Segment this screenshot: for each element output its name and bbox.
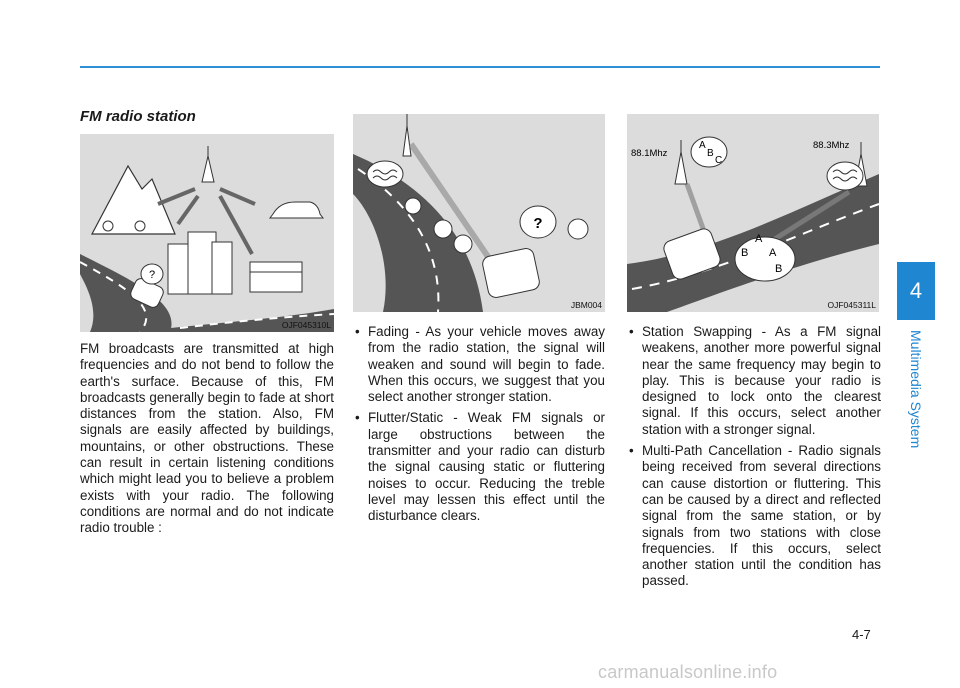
car-letter-a: A <box>755 233 763 245</box>
figure-fm-obstructions <box>80 134 334 332</box>
car-letter-b-2: B <box>775 263 783 275</box>
station-swapping-illustration <box>627 114 879 312</box>
ab-bubble <box>735 237 795 281</box>
distant-car-icon <box>270 202 323 218</box>
figure-code: OJF045310L <box>281 320 331 330</box>
page-number: 4-7 <box>852 627 871 642</box>
fig2-question-mark: ? <box>533 215 543 232</box>
figure-code: OJF045311L <box>827 300 876 310</box>
fm-obstructions-illustration <box>80 134 334 332</box>
list-item: • Station Swapping - As a FM signal weakens, another more powerful signal near the same frequency may begin to play. This is because your radio is designed to lock onto the clearest signal. If this occurs, select another station with a stronger signal. <box>629 324 881 437</box>
bullet-list-col2 <box>353 324 605 530</box>
section-title: FM radio station <box>80 108 196 125</box>
list-item: • Fading - As your vehicle moves away from the radio station, the signal will weaken and sound will begin to fade. When this occurs, we suggest that you select another stronger station. <box>355 324 605 405</box>
figure-fading <box>353 114 605 312</box>
bridge-icon <box>250 262 302 292</box>
car-letter-b: B <box>741 247 749 259</box>
header-rule <box>80 66 880 68</box>
list-item: • Flutter/Static - Weak FM signals or large obstructions between the transmitter and your radio can disturb the signal causing static or fluttering noises to occur. Reducing the treble level may lessen this effect until the disturbance clears. <box>355 410 605 524</box>
radio-tower-icon <box>403 126 411 156</box>
tree-icon <box>568 219 588 239</box>
list-item: • Multi-Path Cancellation - Radio signals being received from several directions can cause distortion or fluttering. This can be caused by a direct and reflected signal from the same station, or by signals from two stations with close frequencies. If this occurs, select another station until the condition has passed. <box>629 443 881 589</box>
frequency-label-right: 88.3Mhz <box>813 140 850 151</box>
fading-illustration <box>353 114 605 312</box>
frequency-label-left: 88.1Mhz <box>631 148 668 159</box>
bubble-letter-b: B <box>707 148 714 159</box>
bullet-list-col3 <box>627 324 881 595</box>
figure-code: JBM004 <box>570 300 602 310</box>
bubble-letter-a: A <box>699 140 706 151</box>
building-icon <box>168 244 190 294</box>
tower-left-icon <box>675 152 687 184</box>
watermark: carmanualsonline.info <box>598 662 778 682</box>
chapter-number: 4 <box>909 278 923 303</box>
fig1-question-mark: ? <box>148 269 156 281</box>
radio-tower-icon <box>202 156 214 182</box>
intro-paragraph: FM broadcasts are transmitted at high frequencies and do not bend to follow the earth's surface. Because of this, FM broadcasts generally begin to fade at short distances from the station. Also, FM signals are easily affected by buildings, mountains, or other obstructions. These can result in certain listening conditions which might lead you to believe a problem exists with your radio. The following conditions are normal and do not indicate radio trouble : <box>80 341 334 536</box>
bubble-letter-c: C <box>715 155 723 166</box>
chapter-label: Multimedia System <box>908 330 924 449</box>
figure-station-swapping <box>627 114 879 312</box>
car-letter-a-2: A <box>769 247 777 259</box>
chapter-tab[interactable] <box>897 262 935 320</box>
static-bubble <box>827 162 863 190</box>
